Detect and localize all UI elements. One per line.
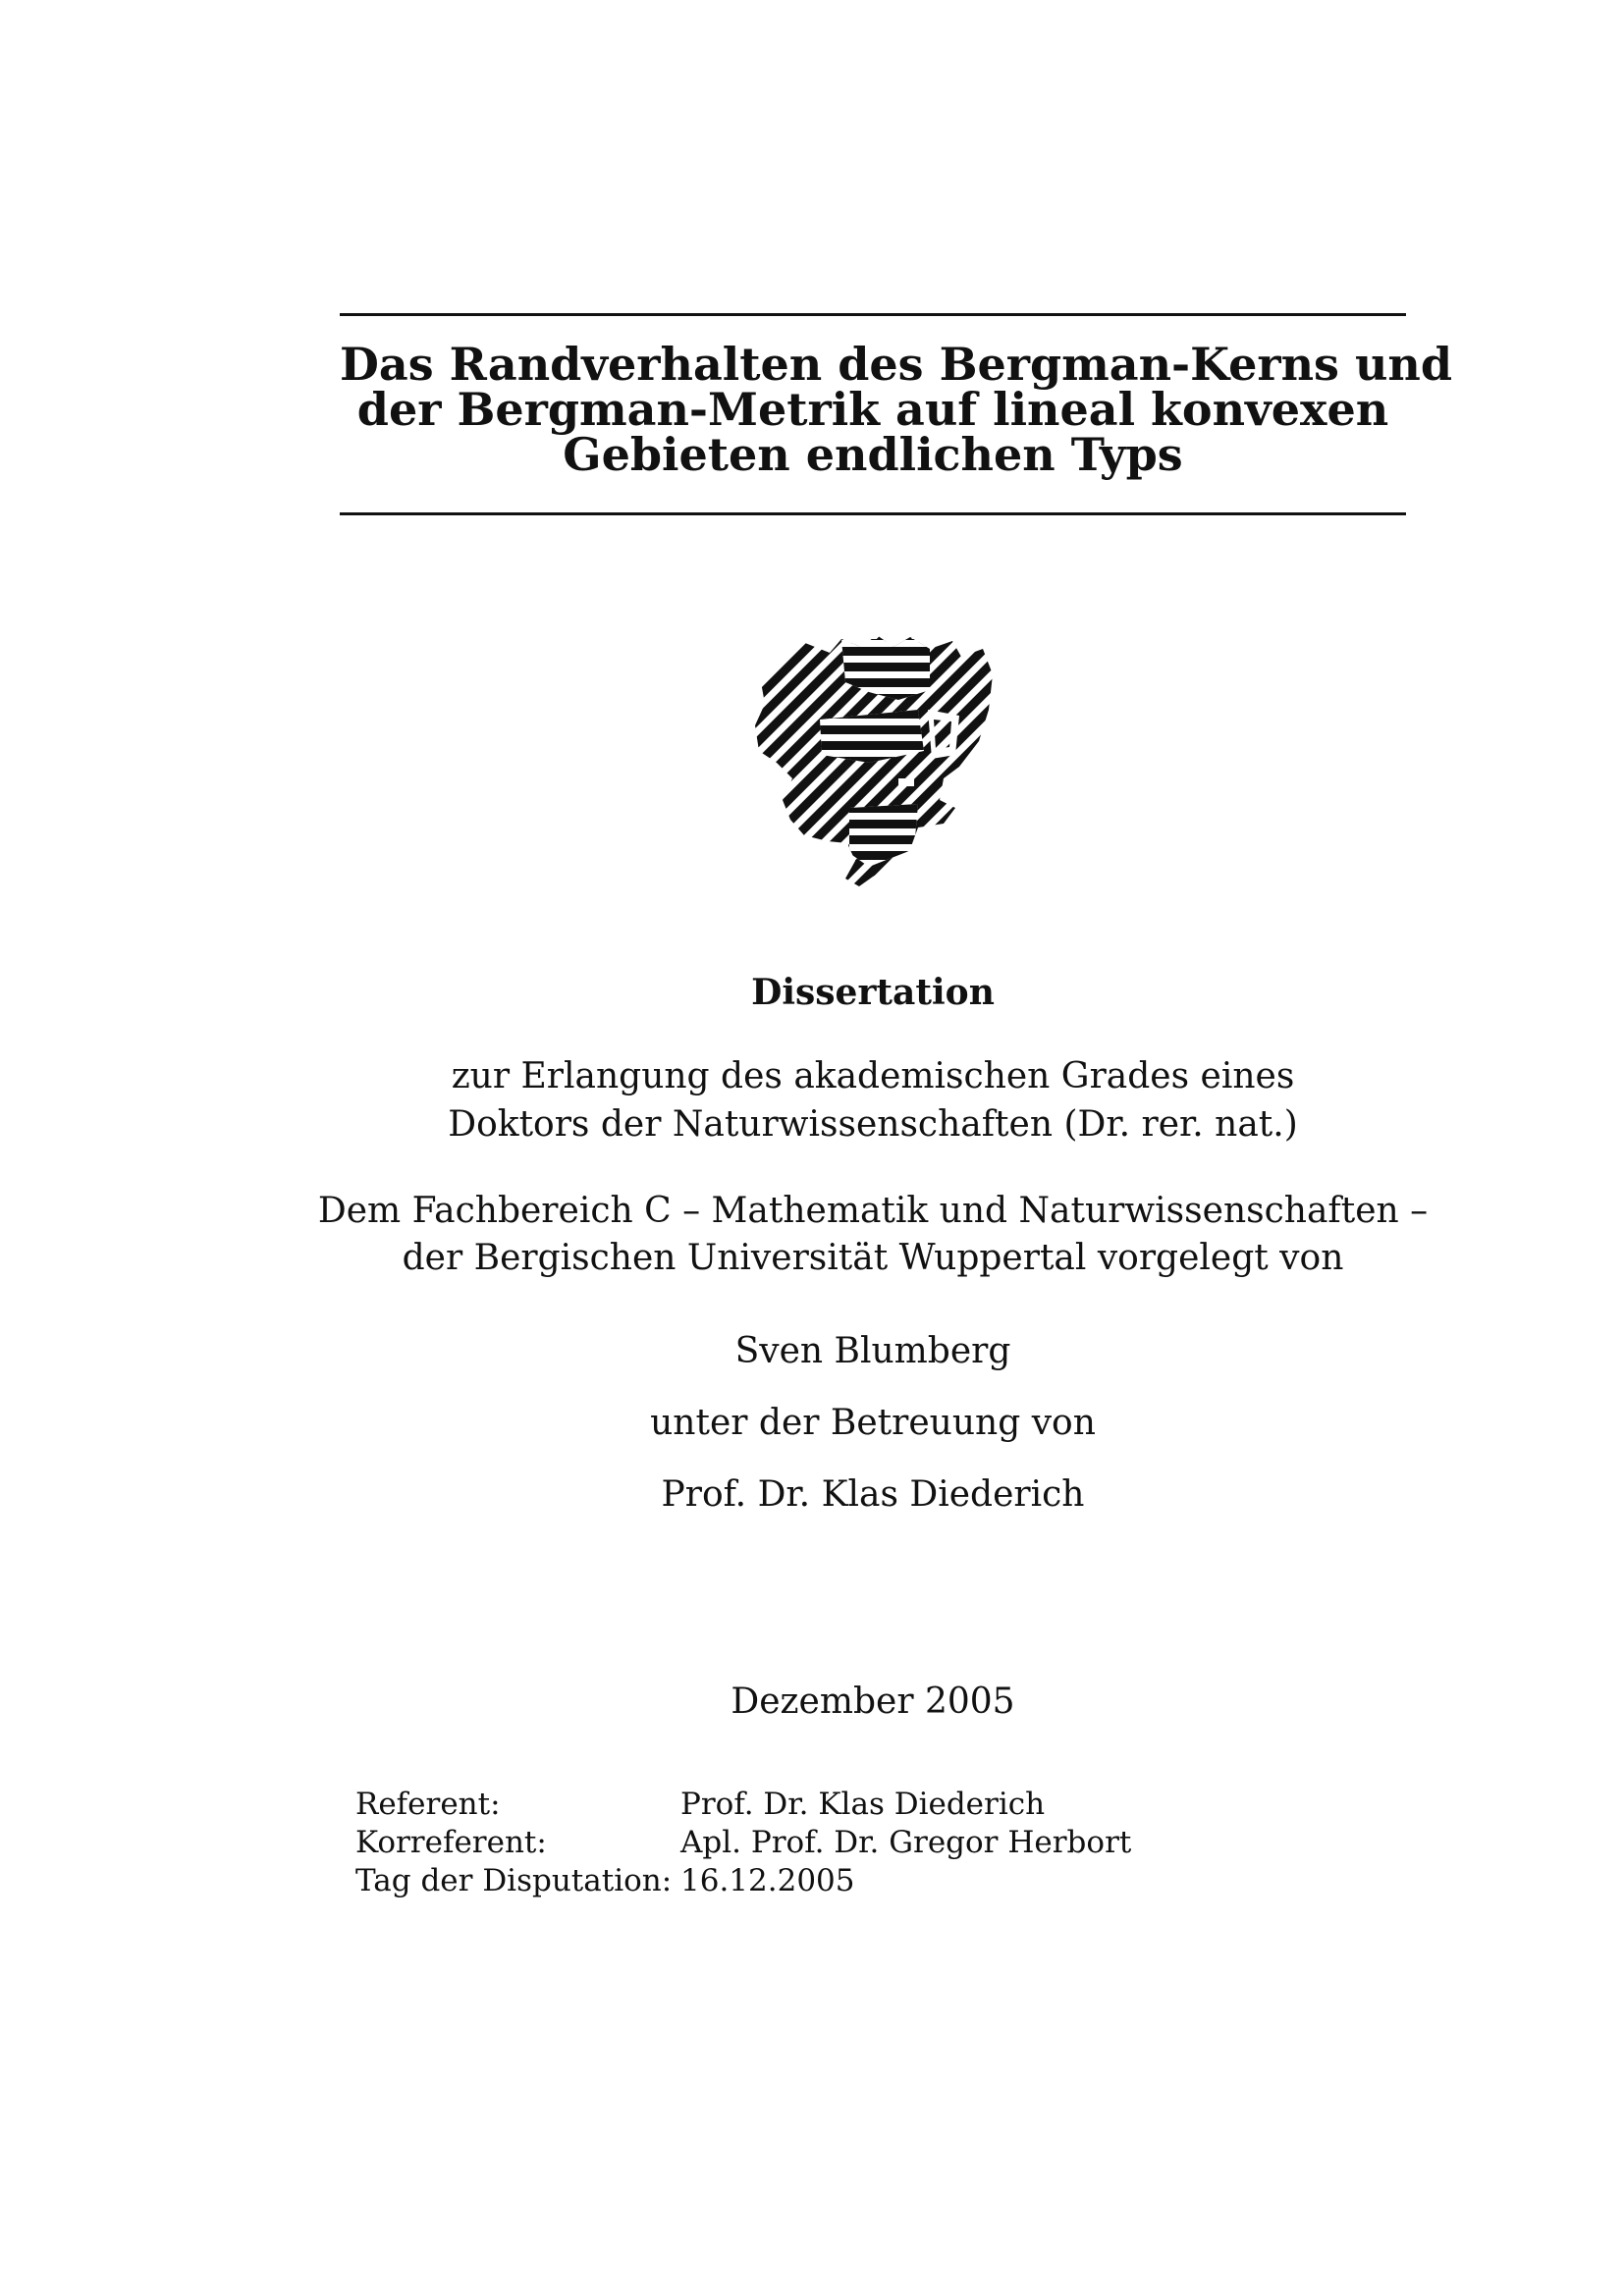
korreferent-label: Korreferent: <box>355 1825 547 1860</box>
university-wuppertal-lion-logo <box>751 631 997 886</box>
document-type: Dissertation <box>751 972 995 1013</box>
title-line-1: Das Randverhalten des Bergman-Kerns und <box>340 338 1453 391</box>
author-name: Sven Blumberg <box>734 1331 1011 1371</box>
referent-label: Referent: <box>355 1787 501 1822</box>
title-top-rule <box>340 313 1406 316</box>
document-title <box>340 338 1453 481</box>
faculty-line-2: der Bergischen Universität Wuppertal vorgelegt von <box>402 1238 1344 1278</box>
disputation-date-label: Tag der Disputation: <box>355 1863 673 1898</box>
title-line-2: der Bergman-Metrik auf lineal konvexen <box>356 383 1389 436</box>
title-line-3: Gebieten endlichen Typs <box>563 428 1183 481</box>
title-bottom-rule <box>340 512 1406 515</box>
purpose-line-1: zur Erlangung des akademischen Grades eines <box>451 1056 1295 1096</box>
submission-date: Dezember 2005 <box>731 1682 1015 1722</box>
korreferent-value: Apl. Prof. Dr. Gregor Herbort <box>680 1825 1132 1860</box>
supervision-intro: unter der Betreuung von <box>650 1403 1096 1443</box>
referent-value: Prof. Dr. Klas Diederich <box>680 1787 1046 1822</box>
supervisor-name: Prof. Dr. Klas Diederich <box>661 1474 1085 1515</box>
purpose-line-2: Doktors der Naturwissenschaften (Dr. rer. nat.) <box>448 1104 1298 1145</box>
faculty-line-1: Dem Fachbereich C – Mathematik und Naturwissenschaften – <box>317 1191 1429 1231</box>
disputation-date-value: 16.12.2005 <box>680 1863 855 1898</box>
lion-logo-graphic <box>751 631 997 886</box>
